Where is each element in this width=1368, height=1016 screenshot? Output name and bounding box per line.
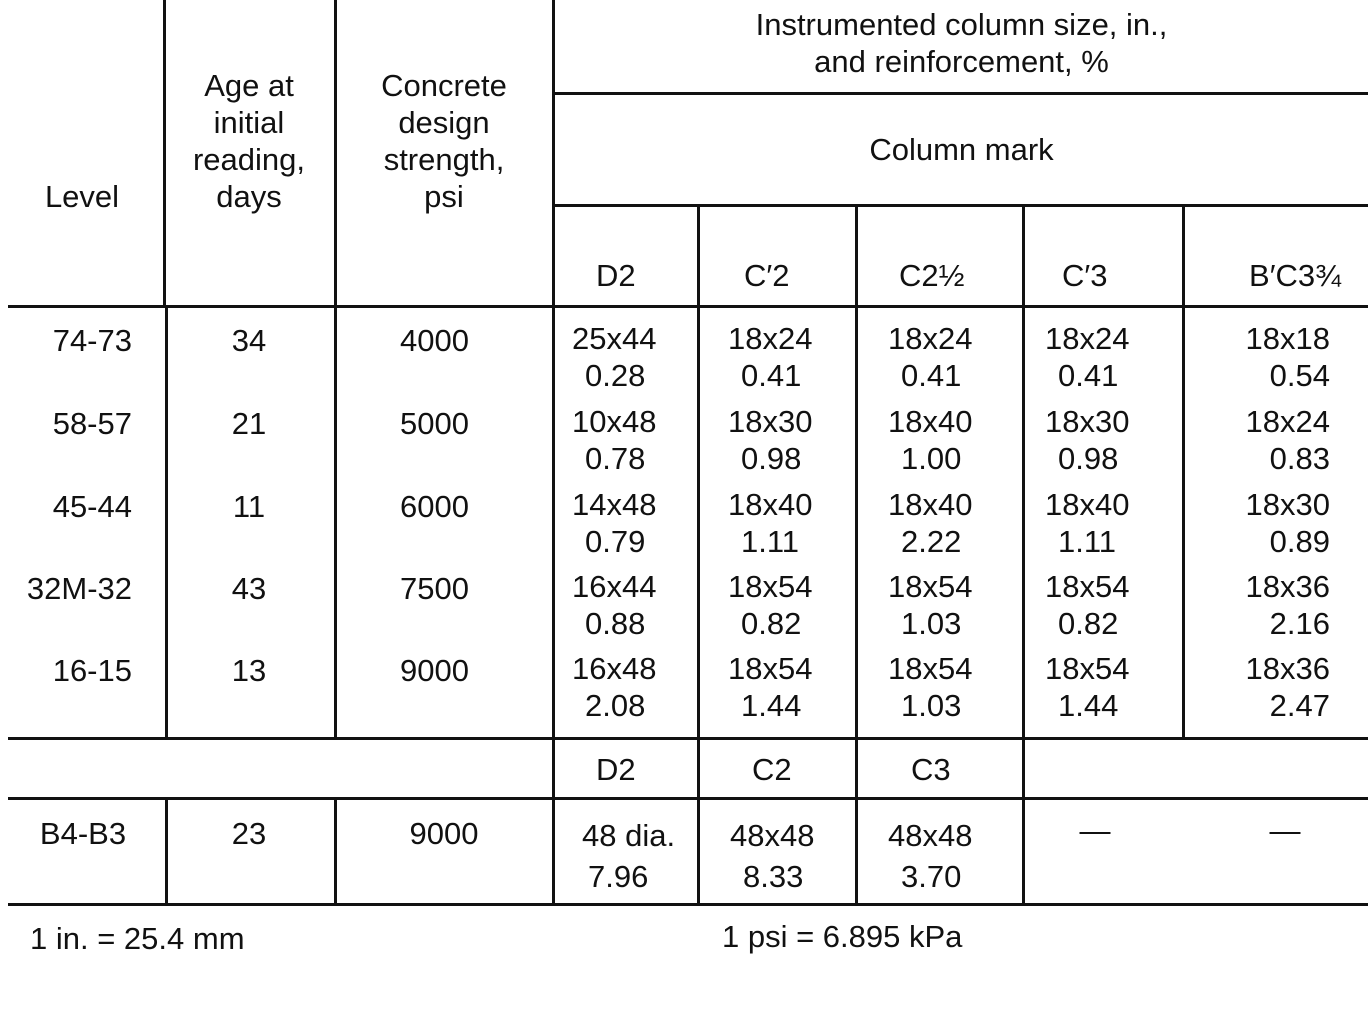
- header-strength-line: psi: [424, 179, 464, 214]
- row-age: 21: [231, 406, 267, 441]
- cell-reinforcement: 0.82: [1058, 606, 1119, 641]
- header-strength-line: Concrete: [381, 68, 507, 103]
- row-strength: 7500: [400, 571, 469, 606]
- row-cell: [1240, 403, 1330, 477]
- cell-size: 48 dia.: [582, 818, 676, 853]
- header-group-title: [555, 6, 1368, 80]
- basement-mark-c3: C3: [911, 752, 951, 787]
- row-cell: [888, 486, 1018, 560]
- cell-size: 18x36: [1245, 651, 1330, 686]
- rule-basement-marks: [8, 797, 1368, 800]
- cell-reinforcement: 0.54: [1269, 358, 1330, 393]
- cell-size: 18x40: [728, 487, 813, 522]
- mark-b-prime-c3-3q: B′C3¾: [1249, 258, 1341, 293]
- cell-reinforcement: 1.44: [741, 688, 802, 723]
- basement-cell-c2: [730, 815, 850, 897]
- cell-reinforcement: 2.08: [585, 688, 646, 723]
- basement-cell-d2: [582, 815, 696, 897]
- cell-reinforcement: 1.00: [901, 441, 962, 476]
- cell-reinforcement: 1.11: [1058, 524, 1117, 559]
- cell-size: 18x24: [888, 321, 973, 356]
- header-strength-line: design: [398, 105, 490, 140]
- row-strength: 5000: [400, 406, 469, 441]
- mark-c2-half: C2½: [899, 258, 965, 293]
- row-cell: [572, 568, 696, 642]
- cell-size: 48x48: [730, 818, 815, 853]
- cell-size: 10x48: [572, 404, 657, 439]
- cell-reinforcement: 1.44: [1058, 688, 1119, 723]
- row-cell: [888, 403, 1018, 477]
- cell-size: 18x54: [728, 569, 813, 604]
- rule-v-c3: [1182, 205, 1185, 738]
- cell-size: 18x40: [888, 404, 973, 439]
- row-cell: [1045, 568, 1175, 642]
- cell-reinforcement: 0.41: [901, 358, 962, 393]
- basement-level: B4-B3: [39, 816, 127, 851]
- cell-reinforcement: 8.33: [743, 859, 804, 894]
- cell-reinforcement: 0.79: [585, 524, 646, 559]
- row-cell: [1045, 403, 1175, 477]
- cell-reinforcement: 0.41: [741, 358, 802, 393]
- cell-size: 14x48: [572, 487, 657, 522]
- cell-reinforcement: 0.98: [741, 441, 802, 476]
- basement-dash-bc3: —: [1269, 813, 1301, 848]
- cell-reinforcement: 2.47: [1269, 688, 1330, 723]
- cell-size: 18x54: [888, 651, 973, 686]
- rule-v-c2: [855, 205, 858, 906]
- cell-reinforcement: 1.03: [901, 688, 962, 723]
- cell-reinforcement: 0.41: [1058, 358, 1119, 393]
- header-age-line: reading,: [192, 142, 306, 177]
- basement-strength: 9000: [409, 816, 479, 851]
- basement-cell-c3: [888, 815, 1013, 897]
- row-level: 45-44: [52, 489, 132, 524]
- row-cell: [728, 650, 852, 724]
- cell-reinforcement: 1.03: [901, 606, 962, 641]
- row-age: 43: [231, 571, 267, 606]
- header-strength: [335, 67, 553, 215]
- row-cell: [728, 486, 852, 560]
- rule-v-d2: [697, 205, 700, 906]
- cell-reinforcement: 0.98: [1058, 441, 1119, 476]
- header-group-title-line: and reinforcement, %: [814, 44, 1109, 79]
- row-level: 74-73: [52, 323, 132, 358]
- row-strength: 6000: [400, 489, 469, 524]
- basement-mark-c2: C2: [752, 752, 792, 787]
- mark-c-prime-2: C′2: [744, 258, 790, 293]
- header-strength-line: strength,: [383, 142, 505, 177]
- row-strength: 9000: [400, 653, 469, 688]
- cell-size: 18x24: [728, 321, 813, 356]
- row-cell: [1045, 650, 1175, 724]
- cell-reinforcement: 0.83: [1269, 441, 1330, 476]
- cell-reinforcement: 7.96: [588, 859, 649, 894]
- header-group-title-line: Instrumented column size, in.,: [755, 7, 1168, 42]
- cell-size: 18x24: [1045, 321, 1130, 356]
- cell-size: 18x54: [1045, 651, 1130, 686]
- cell-reinforcement: 0.28: [585, 358, 646, 393]
- cell-reinforcement: 0.89: [1269, 524, 1330, 559]
- row-cell: [1240, 486, 1330, 560]
- row-level: 32M-32: [26, 571, 132, 606]
- mark-c-prime-3: C′3: [1062, 258, 1108, 293]
- cell-reinforcement: 3.70: [901, 859, 962, 894]
- footnote-psi-conversion: 1 psi = 6.895 kPa: [722, 919, 963, 954]
- row-level: 16-15: [52, 653, 132, 688]
- row-level: 58-57: [52, 406, 132, 441]
- row-cell: [888, 568, 1018, 642]
- header-age: [164, 67, 334, 215]
- cell-size: 18x54: [888, 569, 973, 604]
- row-cell: [1240, 568, 1330, 642]
- rule-header-bottom: [8, 305, 1368, 308]
- basement-dash-c3: —: [1079, 813, 1111, 848]
- basement-age: 23: [231, 816, 267, 851]
- cell-size: 18x36: [1245, 569, 1330, 604]
- row-strength: 4000: [400, 323, 469, 358]
- row-cell: [728, 568, 852, 642]
- row-age: 34: [231, 323, 267, 358]
- rule-column-mark: [553, 204, 1368, 207]
- rule-body-bottom: [8, 737, 1368, 740]
- rule-table-bottom: [8, 903, 1368, 906]
- cell-size: 18x54: [728, 651, 813, 686]
- cell-size: 18x40: [1045, 487, 1130, 522]
- cell-size: 18x30: [1045, 404, 1130, 439]
- row-cell: [728, 403, 852, 477]
- row-cell: [1045, 486, 1175, 560]
- basement-mark-d2: D2: [596, 752, 636, 787]
- mark-d2: D2: [596, 258, 636, 293]
- header-age-line: initial: [213, 105, 285, 140]
- cell-reinforcement: 0.78: [585, 441, 646, 476]
- cell-size: 18x18: [1245, 321, 1330, 356]
- header-age-line: Age at: [204, 68, 294, 103]
- cell-reinforcement: 0.88: [585, 606, 646, 641]
- cell-reinforcement: 1.11: [741, 524, 800, 559]
- footnote-inch-conversion: 1 in. = 25.4 mm: [30, 921, 245, 956]
- row-cell: [1240, 320, 1330, 394]
- cell-reinforcement: 0.82: [741, 606, 802, 641]
- rule-v-c2h: [1022, 205, 1025, 906]
- cell-size: 18x54: [1045, 569, 1130, 604]
- header-age-line: days: [216, 179, 282, 214]
- row-age: 13: [231, 653, 267, 688]
- row-cell: [888, 650, 1018, 724]
- row-cell: [888, 320, 1018, 394]
- cell-size: 16x48: [572, 651, 657, 686]
- header-column-mark: Column mark: [869, 132, 1054, 167]
- row-cell: [572, 403, 696, 477]
- cell-size: 18x40: [888, 487, 973, 522]
- cell-reinforcement: 2.16: [1269, 606, 1330, 641]
- row-cell: [572, 320, 696, 394]
- header-level: Level: [44, 179, 120, 214]
- cell-size: 18x30: [1245, 487, 1330, 522]
- row-cell: [572, 486, 696, 560]
- rule-group-title: [553, 92, 1368, 95]
- cell-size: 18x30: [728, 404, 813, 439]
- row-cell: [1045, 320, 1175, 394]
- row-age: 11: [232, 489, 266, 524]
- cell-size: 25x44: [572, 321, 657, 356]
- row-cell: [728, 320, 852, 394]
- cell-size: 18x24: [1245, 404, 1330, 439]
- cell-size: 48x48: [888, 818, 973, 853]
- row-cell: [572, 650, 696, 724]
- row-cell: [1240, 650, 1330, 724]
- cell-reinforcement: 2.22: [901, 524, 962, 559]
- cell-size: 16x44: [572, 569, 657, 604]
